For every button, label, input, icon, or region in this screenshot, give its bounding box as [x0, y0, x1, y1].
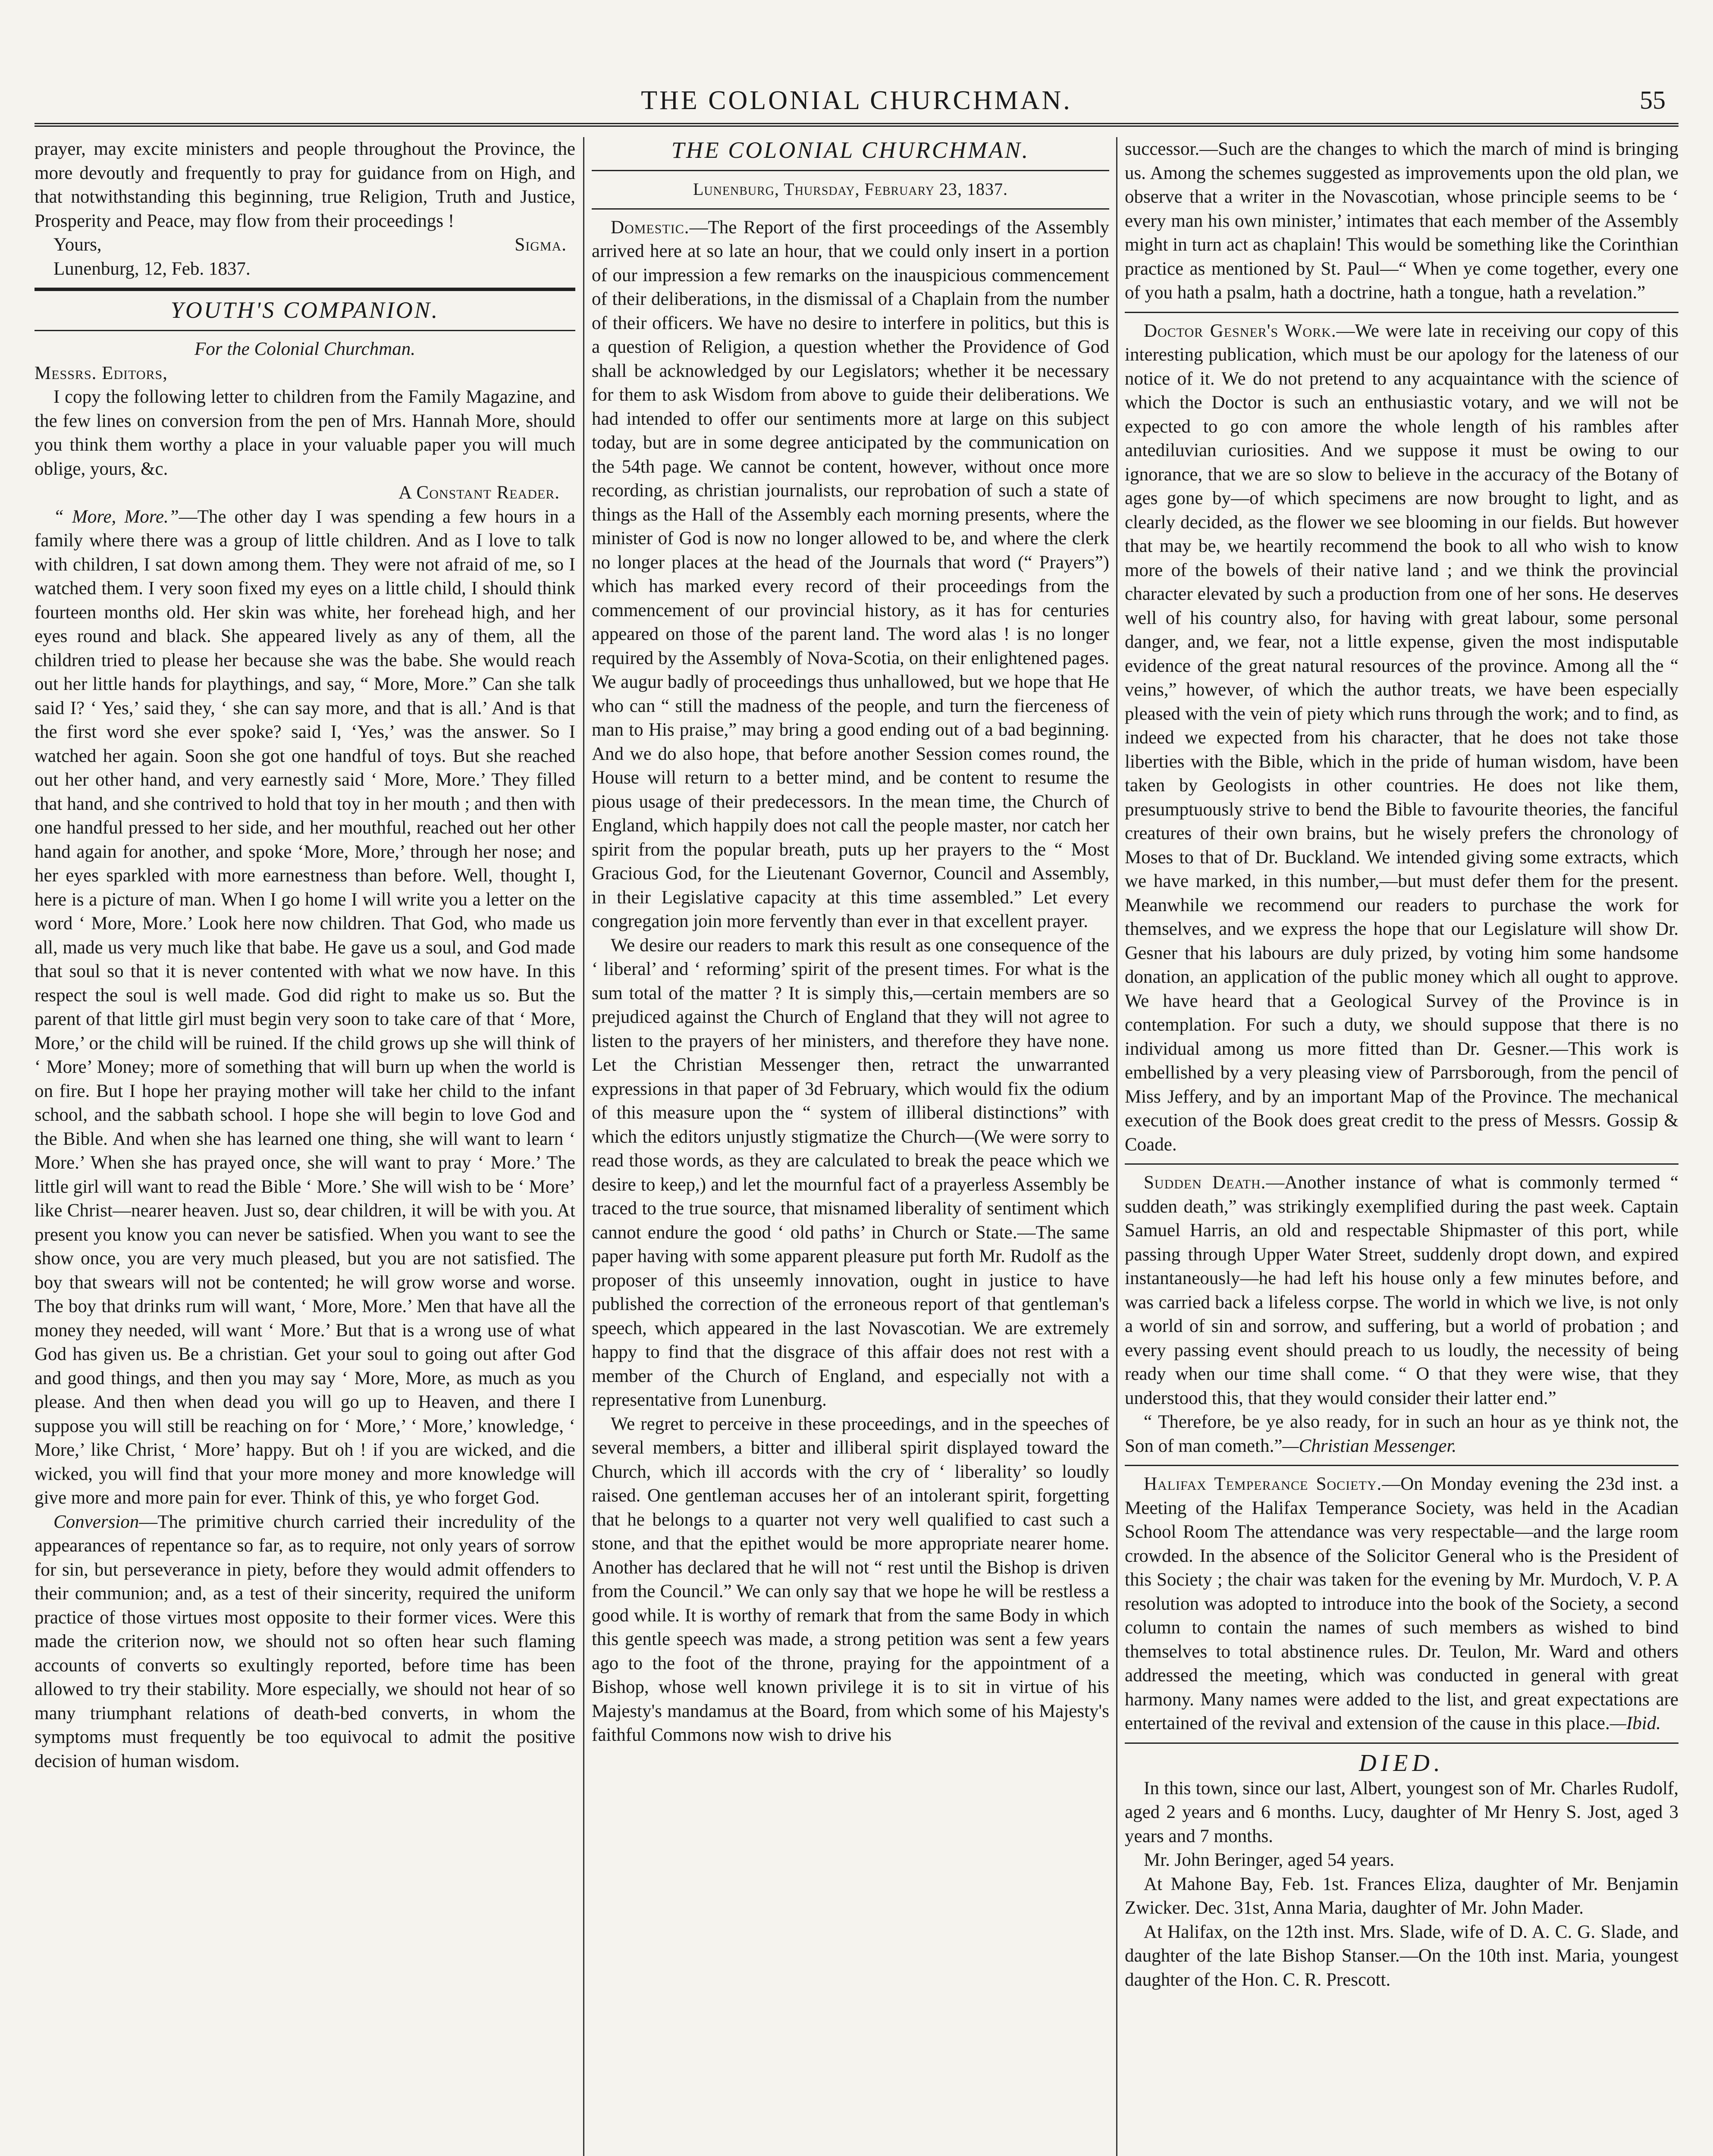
domestic-lead: Domestic. — [611, 217, 690, 238]
header-rule — [35, 123, 1678, 127]
masthead: THE COLONIAL CHURCHMAN. — [671, 137, 1030, 163]
running-head — [35, 82, 1678, 121]
died-entry: Mr. John Beringer, aged 54 years. — [1144, 1850, 1395, 1870]
letter-signoff — [35, 233, 575, 257]
more-more-body: —The other day I was spending a few hours in a family where there was a group of little children. And as I love to talk with children, I sat down among them. They were not afraid of me, so I watched them. I very soon fixed my eyes on a little child, I should think fourteen months old. Her skin was white, her forehead high, and her eyes round and black. She appeared lively as any of them, all the children tried to please her because she was the babe. She would reach out her little hands for playthings, and say, “ More, More.” Can she talk said I? ‘ Yes,’ said they, ‘ she can say more, and that is all.’ And is that the first word she ever spoke? said I, ‘Yes,’ was the answer. So I watched her again. Soon she got one handful of toys. But she reached out her other hand, and very earnestly said ‘ More, More.’ They filled that hand, and she contrived to hold that toy in her mouth ; and then with one handful pressed to her side, and her mouthful, reached out her other hand again for another, and spoke ‘More, More,’ through her nose; and her eyes sparkled with more earnestness than before. Well, thought I, here is a picture of man. When I go home I will write you a letter on the word ‘ More, More.’ Look here now children. That God, who made us all, made us very much like that babe. He gave us a soul, and God made that soul so that it is never contented with what we now have. In this respect the soul is well made. God did right to make us so. But the parent of that little girl must begin very soon to take care of that ‘ More, More,’ or the child will be ruined. If the child grows up she will think of ‘ More’ Money; more of something that will burn up when the world is on fire. But I hope her praying mother will take her child to the infant school, and the sabbath school. I hope she will begin to love God and the Bible. And when she has learned one thing, she will want to learn ‘ More.’ When she has prayed once, she will want to pray ‘ More.’ The little girl will want to read the Bible ‘ More.’ She will wish to be ‘ More’ like Christ—nearer heaven. Just so, dear children, it will be with you. At present you know you can never be satisfied. When you want to see the show once, you are very much pleased, but you are not satisfied. The boy that swears will not be contented; he will grow worse and worse. The boy that drinks rum will want, ‘ More, More.’ Men that have all the money they needed, will want ‘ More.’ But that is a wrong use of what God has given us. Be a christian. Get your soul to going out after God and good things, and then you may say ‘ More, More, as much as you please. And then when dead you will go up to Heaven, and there I suppose you will still be reaching on for ‘ More,’ ‘ More,’ knowledge, ‘ More,’ like Christ, ‘ More’ happy. But oh ! if you are wicked, and die wicked, you will find that your more money and more knowledge will give more and more pain for ever. Think of this, ye who forget God. — [35, 506, 575, 1508]
more-more-article — [35, 505, 575, 1510]
salutation: Messrs. Editors, — [35, 363, 168, 383]
conversion-body: —The primitive church carried their incredulity of the appearances of repentance so far, as to require, not only years of sorrow for sin, but perseverance in piety, before they would admit offenders to their communion; and, as a test of their sincerity, required the uniform practice of those virtues most opposite to their former vices. Were this made the criterion now, we should not so often hear such flaming accounts of converts so exultingly reported, before time has been allowed to try their stability. More especially, we should not hear of so many triumphant relations of death-bed converts, in whom the symptoms must frequently be too equivocal to admit the positive decision of human wisdom. — [35, 1511, 575, 1771]
letter-signature: Sigma. — [515, 235, 567, 255]
masthead-rule — [592, 170, 1109, 171]
letter-yours: Yours, — [53, 235, 102, 255]
for-line: For the Colonial Churchman. — [194, 339, 415, 359]
section-rule — [35, 288, 575, 291]
domestic-paragraph-1 — [592, 216, 1109, 934]
dateline: Lunenburg, Thursday, February 23, 1837. — [693, 179, 1008, 199]
sudden-death-source: —Christian Messenger. — [1282, 1435, 1457, 1456]
page-number: 55 — [1640, 86, 1666, 114]
column-divider — [1116, 137, 1117, 2156]
letter-place-date: Lunenburg, 12, Feb. 1837. — [53, 258, 251, 279]
temperance-body: —On Monday evening the 23d inst. a Meeting of the Halifax Temperance Society, was held in the Acadian School Room The attendance was very respectable—and the large room crowded. In the absence of the Solicitor General who is the President of this Society ; the chair was taken for the evening by Mr. Murdoch, V. P. A resolution was adopted to introduce into the book of the Society, a second column to contain the names of such members as wished to bind themselves to total abstinence rules. Dr. Teulon, Mr. Ward and others addressed the meeting, which was conducted in general with great harmony. Many names were added to the list, and great expectations are entertained of the revival and extension of the cause in this place. — [1125, 1474, 1678, 1733]
article-rule — [1125, 1742, 1678, 1744]
column-middle — [592, 137, 1109, 2156]
died-entry: At Halifax, on the 12th inst. Mrs. Slade, wife of D. A. C. G. Slade, and daughter of the late Bishop Stanser.—On the 10th inst. Maria, youngest daughter of the Hon. C. R. Prescott. — [1125, 1921, 1678, 1990]
dateline-rule — [592, 208, 1109, 210]
more-more-lead: “ More, More.” — [53, 506, 179, 527]
continuation-paragraph: successor.—Such are the changes to which the march of mind is bringing us. Among the schemes suggested as improvements upon the old plan, we observe that a writer in the Novascotian, whose principle seems to be ‘ every man his own minister,’ intimates that each member of the Assembly might in turn act as chaplain! This would be something like the Corinthian practice as mentioned by St. Paul—“ When ye come together, every one of you hath a psalm, hath a doctrine, hath a tongue, hath a revelation.” — [1125, 139, 1678, 303]
gesner-article — [1125, 319, 1678, 1157]
article-rule — [1125, 1465, 1678, 1466]
temperance-article — [1125, 1472, 1678, 1736]
domestic-paragraph-2: We desire our readers to mark this result as one consequence of the ‘ liberal’ and ‘ reforming’ spirit of the present times. For what is the sum total of the matter ? It is simply this,—certain members are so prejudiced against the Church of England that they will not agree to listen to the prayers of her ministers, and therefore they have none. Let the Christian Messenger then, retract the unwarranted expressions in that paper of 3d February, which would fix the odium of this measure upon the “ system of illiberal distinctions” with which the editors unjustly stigmatize the Church—(We were sorry to read those words, as they are calculated to break the peace which we desire to keep,) and let the mournful fact of a prayerless Assembly be traced to the true source, that misnamed liberality of sentiment which cannot endure the good ‘ old paths’ in Church or State.—The same paper having with some apparent pleasure put forth Mr. Rudolf as the proposer of this unseemly innovation, ought in justice to have published the correction of the erroneous report of that gentleman's speech, which appeared in the last Novascotian. We are extremely happy to find that the disgrace of this affair does not rest with a member of the Church of England, and especially not with a representative from Lunenburg. — [592, 935, 1109, 1410]
intro-paragraph: I copy the following letter to children from the Family Magazine, and the few lines on conversion from the pen of Mrs. Hannah More, should you think them worthy a place in your valuable paper you will much oblige, yours, &c. — [35, 387, 575, 479]
youths-companion-title: YOUTH'S COMPANION. — [170, 297, 439, 323]
article-rule — [1125, 1163, 1678, 1165]
sudden-death-lead: Sudden Death. — [1144, 1172, 1266, 1193]
temperance-lead: Halifax Temperance Society. — [1144, 1474, 1382, 1494]
column-left — [35, 137, 575, 2156]
died-entry: In this town, since our last, Albert, youngest son of Mr. Charles Rudolf, aged 2 years and 6 months. Lucy, daughter of Mr Henry S. Jost, aged 3 years and 7 months. — [1125, 1778, 1678, 1846]
died-entry: At Mahone Bay, Feb. 1st. Frances Eliza, daughter of Mr. Benjamin Zwicker. Dec. 31st, Anna Maria, daughter of Mr. John Mader. — [1125, 1874, 1678, 1918]
column-right — [1125, 137, 1678, 2156]
section-rule — [35, 330, 575, 331]
article-rule — [1125, 312, 1678, 313]
conversion-lead: Conversion — [53, 1511, 139, 1532]
conversion-article — [35, 1510, 575, 1774]
sudden-death-article — [1125, 1171, 1678, 1410]
domestic-paragraph-3: We regret to perceive in these proceedings, and in the speeches of several members, a bitter and illiberal spirit displayed toward the Church, which ill accords with the cry of ‘ liberality’ so loudly raised. One gentleman accuses her of an intolerant spirit, forgetting that he belongs to a quarter not very well qualified to cast such a stone, and that the epithet would be more appropriate nearer home. Another has declared that he will not “ rest until the Bishop is driven from the Council.” We can only say that we hope he will be restless a good while. It is worthy of remark that from the same Body in which this gentle speech was made, a strong petition was sent a few years ago to the foot of the throne, praying for the appointment of a Bishop, whose well known privilege it is to sit in virtue of his Majesty's mandamus at the Board, from which some of his Majesty's faithful Commons now wish to drive his — [592, 1413, 1109, 1745]
domestic-body-1: —The Report of the first proceedings of the Assembly arrived here at so late an hour, that we could only insert in a portion of our impression a few remarks on the inauspicious commencement of their deliberations, in the dismissal of a Chaplain from the number of their officers. We have no desire to interfere in politics, but this is a question of Religion, a question whether the Providence of God shall be acknowledged by our Legislators; whether it be necessary for them to ask Wisdom from above to guide their deliberations. We had intended to offer our sentiments more at large on this subject today, but are in some degree anticipated by the communication on the 54th page. We cannot be content, however, without once more recording, as christian journalists, our reprobation of such a state of things as the Hall of the Assembly each morning presents, where the minister of God is now no longer allowed to be, and where the clerk no longer places at the head of the Journals that word (“ Prayers”) which has marked every record of their proceedings from the commencement of our provincial history, as it has for centuries appeared on those of the parent land. The word alas ! is no longer required by the Assembly of Nova-Scotia, on their enlightened pages. We augur badly of proceedings thus unhallowed, but we hope that He who can “ still the madness of the people, and turn the fierceness of man to His praise,” may bring a good ending out of a bad beginning. And we do also hope, that before another Session comes round, the House will return to a better mind, and be content to resume the pious usage of their predecessors. In the mean time, the Church of England, which happily does not call the people master, nor catch her spirit from the popular breath, puts up her prayers to the “ Most Gracious God, for the Lieutenant Governor, Council and Assembly, in their Legislative capacity at this time assembled.” Let every congregation join more fervently than ever in that excellent prayer. — [592, 217, 1109, 931]
letter-ending: prayer, may excite ministers and people throughout the Province, the more devoutly and frequently to pray for guidance from on High, and that notwithstanding this beginning, true Religion, Truth and Justice, Prosperity and Peace, may flow from their proceedings ! — [35, 139, 575, 231]
gesner-body: —We were late in receiving our copy of this interesting publication, which must be our apology for the lateness of our notice of it. We do not pretend to any acquaintance with the science of which the Doctor is such an enthusiastic votary, and we will not be expected to go con amore the whole length of his rambles after antediluvian curiosities. And we suppose it must be owing to our ignorance, that we are so slow to believe in the accuracy of the Botany of ages gone by—of which specimens are now brought to light, and as clearly decided, as the flower we see blooming in our fields. But however that may be, we heartily recommend the book to all who wish to know more of the bowels of their native land ; and we think the provincial character elevated by such a production from one of her sons. He deserves well of his country also, for having with great labour, some personal danger, and, we fear, not a little expense, given the most indisputable evidence of the great natural resources of the province. Among all the “ veins,” however, of which the author treats, we have been especially pleased with the vein of piety which runs through the work; and to find, as indeed we expected from his character, that he does not take those liberties with the Bible, which in the pride of human wisdom, have been taken by Geologists in other countries. He does not like them, presumptuously strive to bend the Bible to favourite theories, the fanciful creatures of their own brains, but he wisely prefers the chronology of Moses to that of Dr. Buckland. We intended giving some extracts, which we have marked, in this number,—but must defer them for the present. Meanwhile we recommend our readers to purchase the work for themselves, and we express the hope that our Legislature will show Dr. Gesner that his labours are duly prized, by voting him some handsome donation, an application of the public money which all ought to approve. We have heard that a Geological Survey of the Province is in contemplation. For such a duty, we should suppose that there is no individual among us more fitted than Dr. Gesner.—This work is embellished by a very pleasing view of Parrsborough, from the pencil of Miss Jeffery, and by an important Map of the Province. The mechanical execution of the Book does great credit to the press of Messrs. Gossip & Coade. — [1125, 320, 1678, 1155]
sudden-death-quote — [1125, 1410, 1678, 1458]
intro-signature: A Constant Reader. — [398, 483, 560, 503]
temperance-source: —Ibid. — [1609, 1713, 1661, 1733]
sudden-death-quote-text: “ Therefore, be ye also ready, for in such an hour as ye think not, the Son of man cometh.” — [1125, 1412, 1678, 1456]
died-title: DIED. — [1359, 1749, 1444, 1777]
gesner-lead: Doctor Gesner's Work. — [1144, 320, 1337, 341]
running-title: THE COLONIAL CHURCHMAN. — [641, 86, 1072, 115]
column-divider — [583, 137, 584, 2156]
sudden-death-body: —Another instance of what is commonly termed “ sudden death,” was strikingly exemplified during the past week. Captain Samuel Harris, an old and respectable Shipmaster of this port, while passing through Upper Water Street, suddenly dropt down, and expired instantaneously—he had left his house only a few minutes before, and was carried back a lifeless corpse. The world in which we live, is not only a world of sin and sorrow, and suffering, but a world of probation ; and every passing event should preach to us loudly, the necessity of being ready when our time shall come. “ O that they were wise, that they understood this, that they would consider their latter end.” — [1125, 1172, 1678, 1408]
